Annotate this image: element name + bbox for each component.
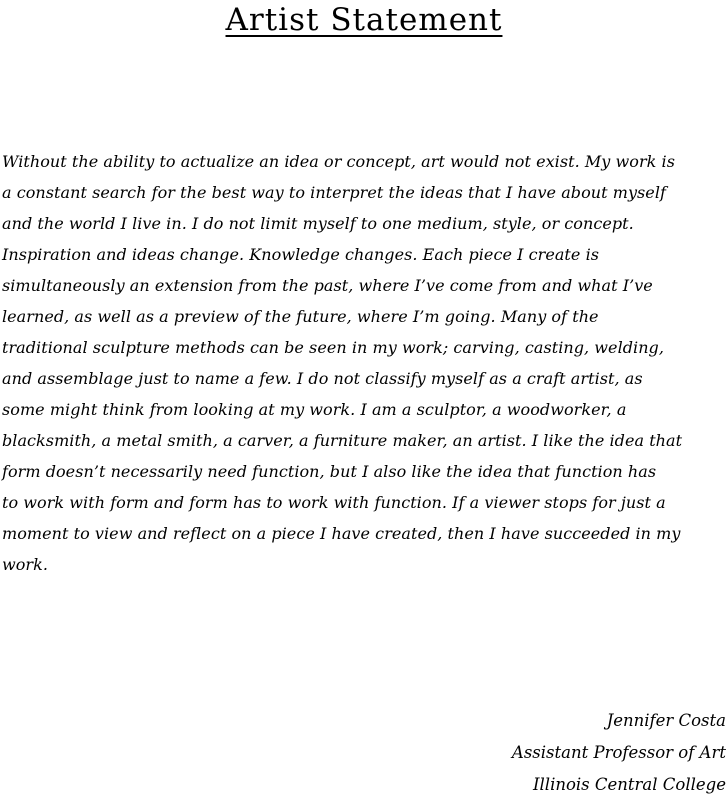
statement-line: blacksmith, a metal smith, a carver, a furniture maker, an artist. I like the idea that (2, 431, 683, 450)
signature-institution: Illinois Central College (533, 775, 726, 794)
title-text: Artist Statement (225, 2, 503, 38)
statement-line: Without the ability to actualize an idea or concept, art would not exist. My work is (2, 152, 675, 171)
page-title (0, 2, 728, 38)
statement-line: some might think from looking at my work. I am a sculptor, a woodworker, a (2, 400, 627, 419)
statement-line: learned, as well as a preview of the future, where I’m going. Many of the (2, 307, 599, 326)
signature-name: Jennifer Costa (606, 711, 726, 730)
signature-position: Assistant Professor of Art (511, 743, 726, 762)
statement-line: a constant search for the best way to interpret the ideas that I have about myself (2, 183, 666, 202)
signature-block (512, 705, 726, 801)
statement-line: to work with form and form has to work with function. If a viewer stops for just a (2, 493, 666, 512)
statement-line: work. (2, 555, 49, 574)
statement-body (2, 146, 726, 580)
statement-line: and assemblage just to name a few. I do not classify myself as a craft artist, as (2, 369, 643, 388)
statement-line: moment to view and reflect on a piece I have created, then I have succeeded in my (2, 524, 681, 543)
statement-line: simultaneously an extension from the past, where I’ve come from and what I’ve (2, 276, 653, 295)
statement-line: traditional sculpture methods can be seen in my work; carving, casting, welding, (2, 338, 664, 357)
statement-line: and the world I live in. I do not limit myself to one medium, style, or concept. (2, 214, 634, 233)
statement-line: form doesn’t necessarily need function, but I also like the idea that function has (2, 462, 657, 481)
statement-line: Inspiration and ideas change. Knowledge changes. Each piece I create is (2, 245, 599, 264)
